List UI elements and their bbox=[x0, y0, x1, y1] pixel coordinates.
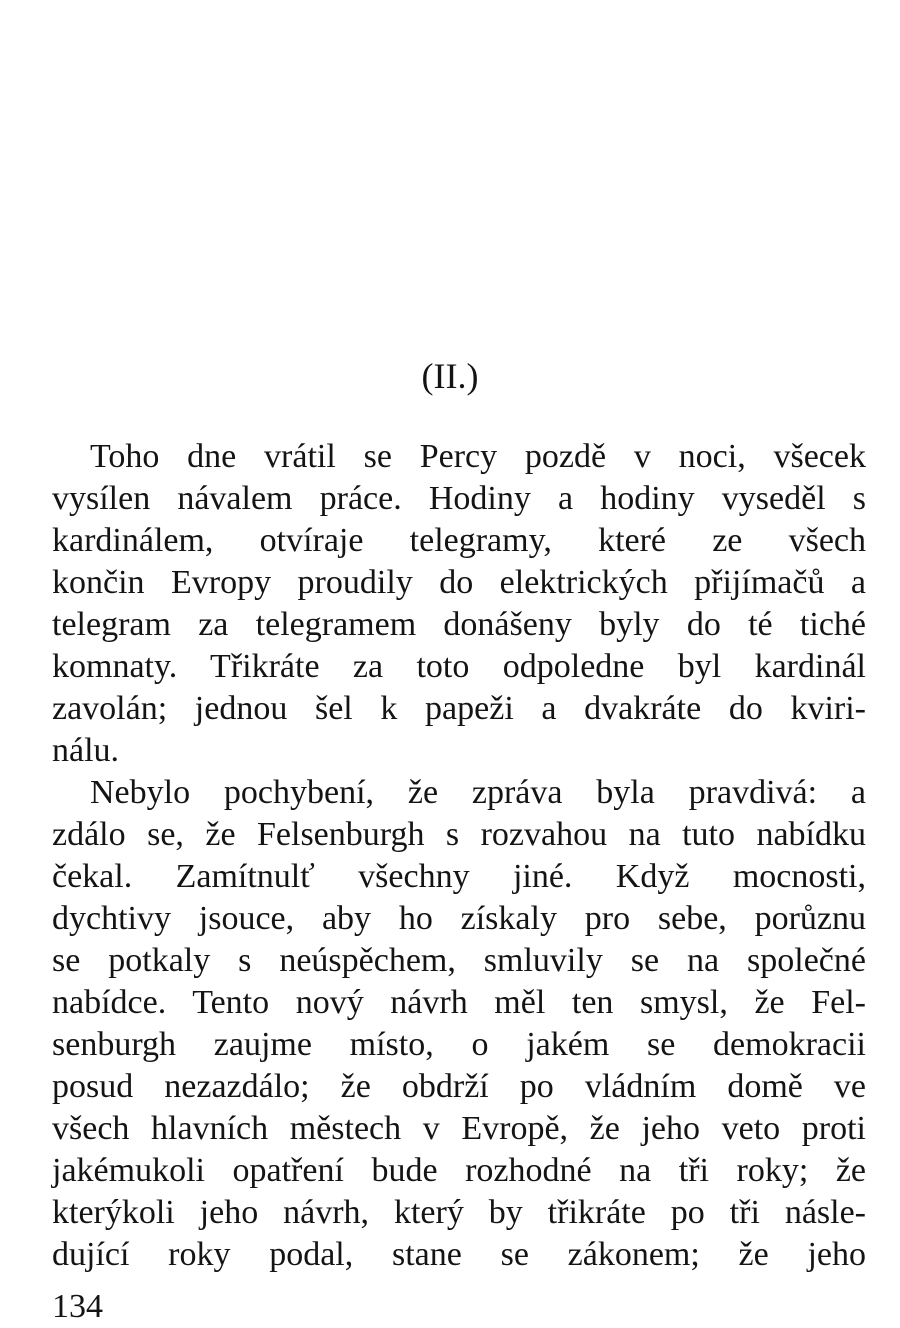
text-line: telegram za telegramem donášeny byly do té tiché bbox=[52, 606, 866, 643]
text-line: čekal. Zamítnulť všechny jiné. Když mocnosti, bbox=[52, 858, 866, 895]
text-line: jakémukoli opatření bude rozhodné na tři roky; že bbox=[52, 1152, 866, 1189]
section-heading: (II.) bbox=[421, 356, 479, 396]
text-line: zdálo se, že Felsenburgh s rozvahou na tuto nabídku bbox=[52, 816, 866, 853]
paragraph-1 bbox=[52, 436, 866, 772]
text-line: dychtivy jsouce, aby ho získaly pro sebe, porůznu bbox=[52, 900, 866, 937]
text-line: se potkaly s neúspěchem, smluvily se na společné bbox=[52, 942, 866, 979]
text-line: posud nezazdálo; že obdrží po vládním domě ve bbox=[52, 1068, 866, 1105]
text-line: končin Evropy proudily do elektrických přijímačů a bbox=[52, 564, 866, 601]
page-number: 134 bbox=[52, 1288, 103, 1325]
text-line: senburgh zaujme místo, o jakém se demokracii bbox=[52, 1026, 866, 1063]
text-line: Toho dne vrátil se Percy pozdě v noci, všecek bbox=[90, 438, 866, 475]
text-line: kardinálem, otvíraje telegramy, které ze všech bbox=[52, 522, 866, 559]
text-line: kterýkoli jeho návrh, který by třikráte po tři násle- bbox=[52, 1194, 866, 1231]
text-line: nálu. bbox=[52, 732, 120, 769]
text-line: nabídce. Tento nový návrh měl ten smysl, že Fel- bbox=[52, 984, 866, 1021]
text-line: zavolán; jednou šel k papeži a dvakráte do kviri- bbox=[52, 690, 866, 727]
text-line: komnaty. Třikráte za toto odpoledne byl kardinál bbox=[52, 648, 866, 685]
text-line: vysílen návalem práce. Hodiny a hodiny vyseděl s bbox=[52, 480, 866, 517]
body-text bbox=[52, 436, 866, 1276]
text-line: všech hlavních městech v Evropě, že jeho veto proti bbox=[52, 1110, 866, 1147]
paragraph-2 bbox=[52, 772, 866, 1276]
text-line: Nebylo pochybení, že zpráva byla pravdivá: a bbox=[90, 774, 866, 811]
text-line: dující roky podal, stane se zákonem; že jeho bbox=[52, 1236, 866, 1273]
